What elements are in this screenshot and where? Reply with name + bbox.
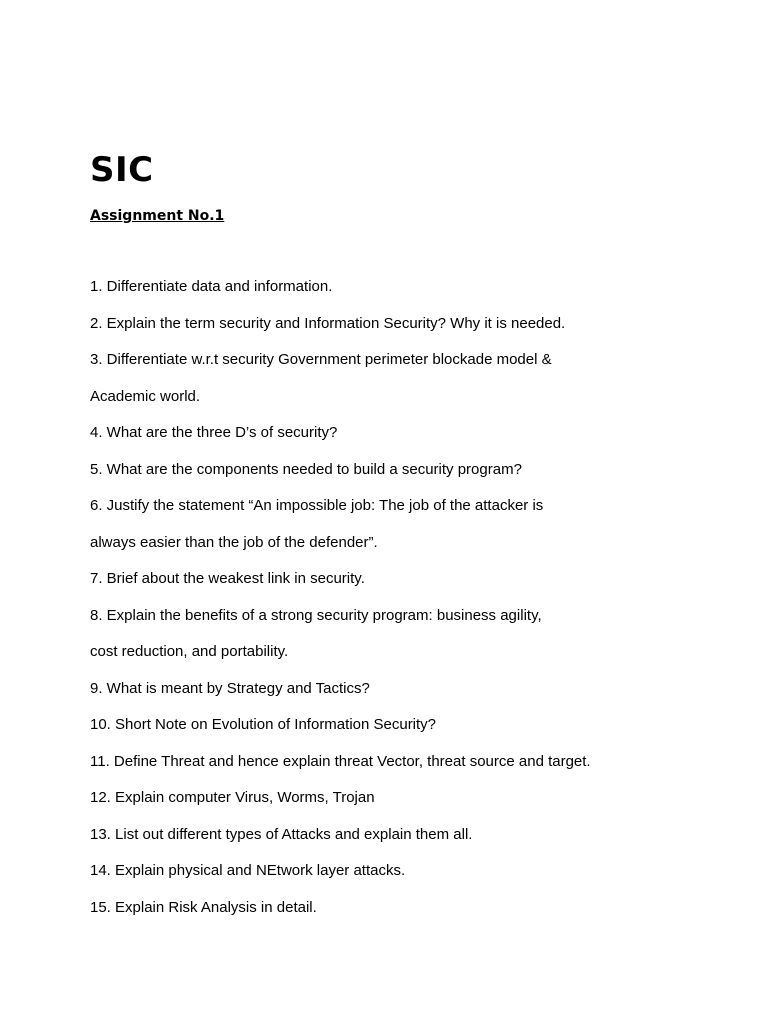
question-line: 1. Differentiate data and information.	[90, 278, 333, 295]
question-list	[90, 276, 730, 933]
question-line: cost reduction, and portability.	[90, 643, 289, 660]
assignment-heading: Assignment No.1	[90, 208, 225, 224]
question-line: 9. What is meant by Strategy and Tactics?	[90, 679, 370, 697]
question-line: 7. Brief about the weakest link in security.	[90, 570, 365, 587]
question-line: 11. Define Threat and hence explain threat Vector, threat source and target.	[90, 752, 591, 770]
question-line: 15. Explain Risk Analysis in detail.	[90, 898, 317, 916]
document-title: SIC	[90, 150, 154, 190]
question-line: always easier than the job of the defender”.	[90, 533, 378, 551]
question-line: 10. Short Note on Evolution of Information Security?	[90, 716, 437, 733]
question-line: 13. List out different types of Attacks and explain them all.	[90, 825, 473, 843]
question-line: 14. Explain physical and NEtwork layer attacks.	[90, 862, 406, 879]
question-line: 8. Explain the benefits of a strong security program: business agility,	[90, 606, 542, 624]
question-line: 12. Explain computer Virus, Worms, Trojan	[90, 789, 375, 806]
question-line: Academic world.	[90, 387, 201, 405]
question-line: 6. Justify the statement “An impossible job: The job of the attacker is	[90, 497, 544, 514]
question-line: 4. What are the three D’s of security?	[90, 424, 338, 441]
question-line: 2. Explain the term security and Information Security? Why it is needed.	[90, 314, 566, 332]
question-line: 5. What are the components needed to build a security program?	[90, 460, 522, 478]
question-line: 3. Differentiate w.r.t security Government perimeter blockade model &	[90, 351, 552, 368]
